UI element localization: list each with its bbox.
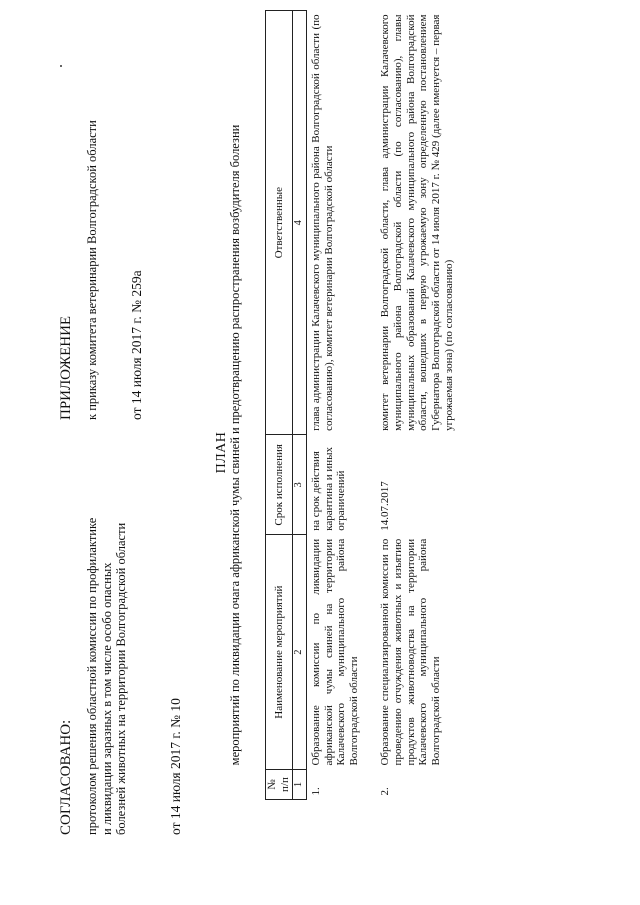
column-number-3: 3: [293, 435, 307, 535]
appendix-heading: ПРИЛОЖЕНИЕ: [58, 315, 74, 420]
header-activity: Наименование мероприятий: [266, 535, 293, 770]
agreed-basis-text: протоколом решения областной комиссии по профилактике и ликвидации заразных в том числе особо опасных болезней животных на территории Волгоградской области: [85, 517, 128, 835]
header-responsible: Ответственные: [266, 11, 293, 435]
agreed-heading: СОГЛАСОВАНО:: [58, 719, 74, 835]
row-activity: Образование специализированной комиссии по проведению отчуждения животных и изъятию продуктов животноводства на территории Калачевского муниципального района Волгоградской области: [378, 538, 443, 766]
appendix-basis-text: к приказу комитета ветеринарии Волгоградской области: [85, 120, 99, 420]
row-deadline: на срок действия карантина и иных ограничений: [309, 446, 348, 531]
row-number: 1.: [309, 787, 322, 796]
plan-table: [265, 10, 456, 800]
agreed-date: от 14 июля 2017 г. № 10: [168, 698, 183, 835]
row-number: 2.: [378, 787, 391, 796]
row-responsible: комитет ветеринарии Волгоградской области, глава администрации Калачевского муниципального района Волгоградской области (по согласованию), главы муниципальных образований Калачевского муниципального района Волгоградской области, вошедших в первую угрожаемую зону определенную постановлением Губернатора Волгоградской области от 14 июля 2017 г. № 429 (далее именуется – первая угрожаемая зона) (по согласованию): [378, 14, 455, 431]
table-row: [306, 11, 377, 800]
row-activity: Образование комиссии по ликвидации африканской чумы свиней на территории Калачевского муниципального района Волгоградской области: [309, 538, 361, 766]
plan-subtitle: мероприятий по ликвидации очага африканской чумы свиней и предотвращению распространения возбудителя болезни: [228, 124, 242, 766]
column-number-2: 2: [293, 535, 307, 770]
table-row: [377, 11, 456, 800]
header-deadline: Срок исполнения: [266, 435, 293, 535]
column-number-4: 4: [293, 11, 307, 435]
row-responsible: глава администрации Калачевского муниципального района Волгоградской области (по согласованию), комитет ветеринарии Волгоградской области: [309, 14, 335, 431]
header-number: № п/п: [266, 770, 293, 800]
scan-speck: [60, 65, 62, 67]
row-deadline: 14.07.2017: [378, 481, 391, 531]
column-number-1: 1: [293, 770, 307, 800]
plan-title: ПЛАН: [214, 431, 229, 474]
appendix-date: от 14 июля 2017 г. № 259а: [129, 270, 144, 420]
